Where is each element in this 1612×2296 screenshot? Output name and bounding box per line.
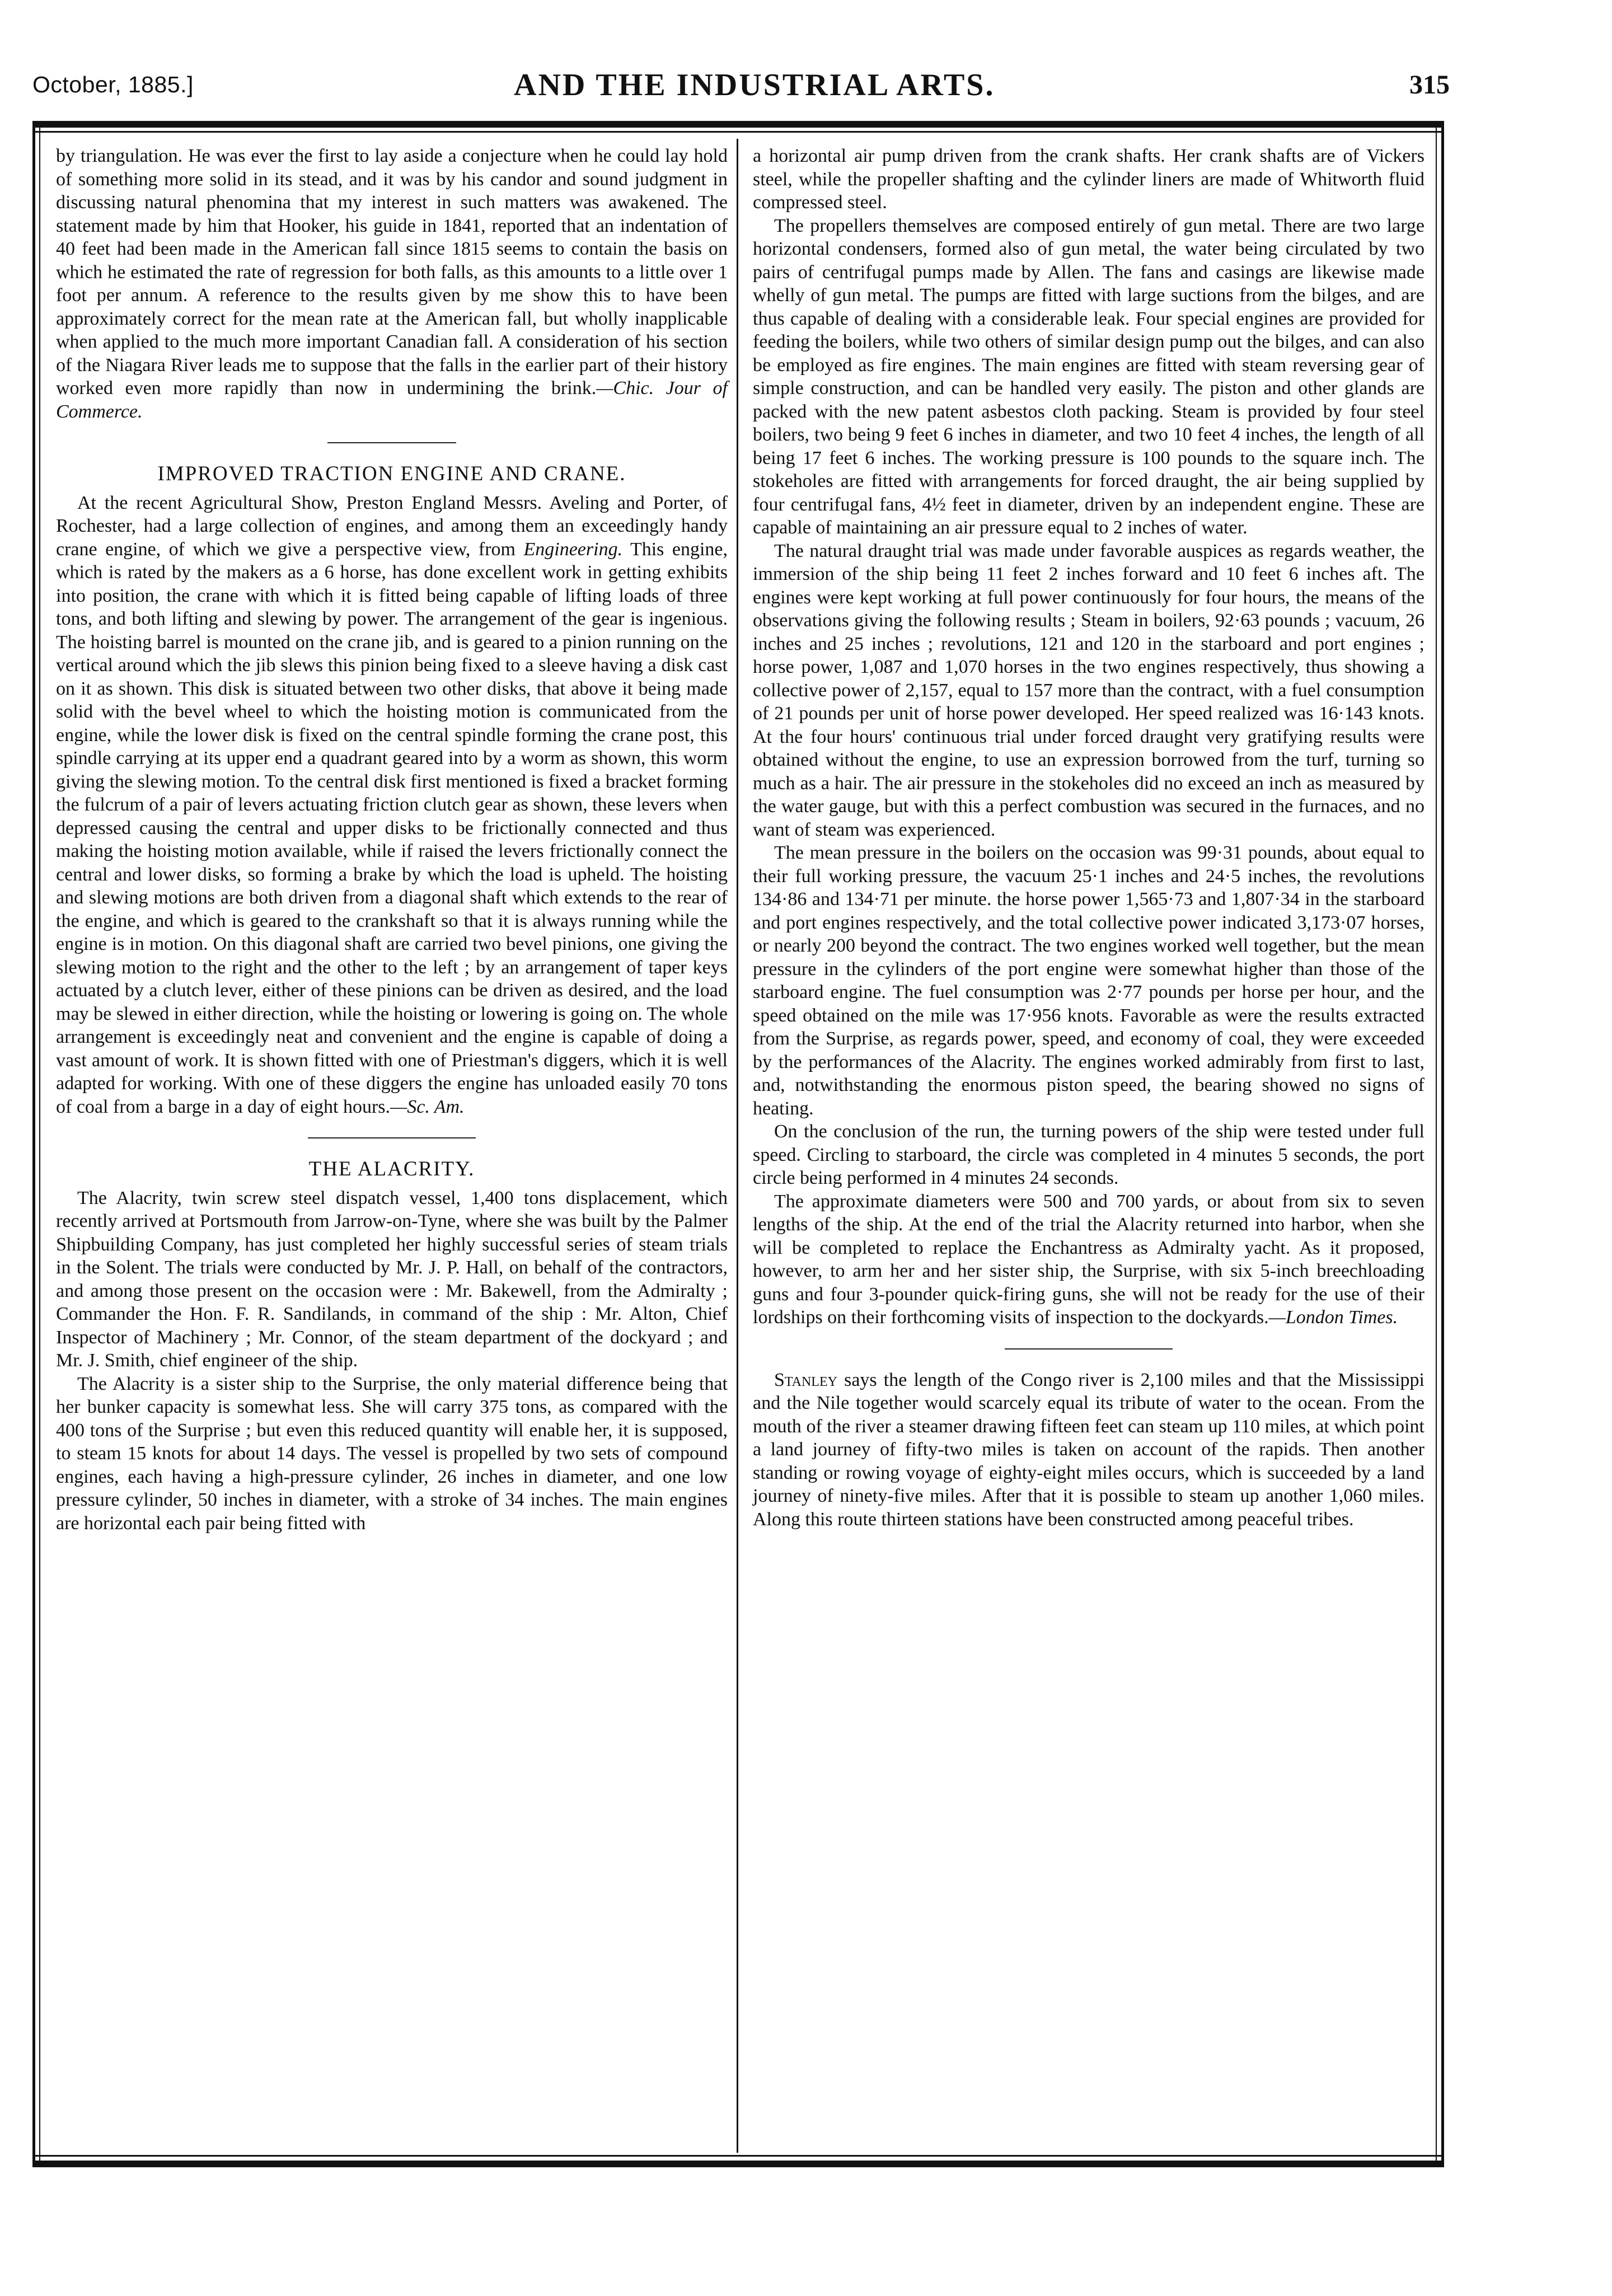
- bottom-rule-thick: [32, 2161, 1444, 2167]
- publication-title: AND THE INDUSTRIAL ARTS.: [514, 68, 995, 102]
- section-separator: [308, 1137, 476, 1138]
- traction-heading: IMPROVED TRACTION ENGINE AND CRANE.: [157, 462, 626, 485]
- traction-source-engineering: Engineering.: [523, 538, 623, 560]
- right-column: [753, 144, 1424, 1531]
- alacrity-continued-6: [753, 1190, 1424, 1329]
- traction-paragraph: [56, 491, 728, 1119]
- top-rule-thick: [32, 121, 1444, 128]
- top-rule-thin: [32, 131, 1444, 133]
- section-separator: [1005, 1348, 1173, 1350]
- frame-left-outer: [32, 128, 35, 2165]
- stanley-lead: Stanley: [774, 1369, 837, 1390]
- alacrity-source: —London Times.: [1268, 1307, 1398, 1328]
- alacrity-paragraph-1: The Alacrity, twin screw steel dispatch vessel, 1,400 tons displacement, which recently arrived at Portsmouth from Jarrow-on-Tyne, where she was built by the Palmer Shipbuilding Company, has just completed her highly successful series of steam trials in the Solent. The trials were conducted by Mr. J. P. Hall, on behalf of the contractors, and among those present on the occasion were : Mr. Bakewell, from the Admiralty ; Commander the Hon. F. R. Sandilands, in command of the ship : Mr. Alton, Chief Inspector of Machinery ; Mr. Connor, of the steam department of the dockyard ; and Mr. J. Smith, chief engineer of the ship.: [56, 1187, 728, 1371]
- alacrity-continued-1: a horizontal air pump driven from the crank shafts. Her crank shafts are of Vickers steel, while the propeller shafting and the cylinder liners are made of Whitworth fluid compressed steel.: [753, 146, 1424, 213]
- issue-date: October, 1885.]: [32, 72, 194, 97]
- frame-left-inner: [39, 128, 40, 2165]
- alacrity-continued-6-text: The approximate diameters were 500 and 700 yards, or about from six to seven lengths of the ship. At the end of the trial the Alacrity returned into harbor, when she will be completed to replace the Enchantress as Admiralty yacht. As it proposed, however, to arm her and her sister ship, the Surprise, with six 5-inch breechloading guns and four 3-pounder quick-firing guns, she will not be ready for the use of their lordships on their forthcoming visits of inspection to the dockyards.: [753, 1191, 1424, 1328]
- alacrity-continued-5: On the conclusion of the run, the turning powers of the ship were tested under full speed. Circling to starboard, the circle was completed in 4 minutes 5 seconds, the port circle being performed in 4 minutes 24 seconds.: [753, 1121, 1424, 1188]
- stanley-text: says the length of the Congo river is 2,100 miles and that the Mississippi and the Nile together would scarcely equal its tribute of water to the ocean. From the mouth of the river a steamer drawing fifteen feet can steam up 110 miles, at which point a land journey of fifty-two miles is taken on account of the rapids. Then another standing or rowing voyage of eighty-eight miles occurs, which is succeeded by a land journey of ninety-five miles. After that it is possible to steam up another 1,060 miles. Along this route thirteen stations have been constructed among peaceful tribes.: [753, 1369, 1425, 1530]
- stanley-paragraph: [753, 1369, 1424, 1531]
- frame-right-inner: [1436, 128, 1437, 2165]
- running-head: [32, 67, 1450, 112]
- traction-text-a: At the recent Agricultural Show, Preston England Messrs. Aveling and Porter, of Rochester, had a large collection of engines, and among them an exceedingly handy crane engine, of which we give a perspective view, from: [56, 492, 728, 560]
- alacrity-continued-2: The propellers themselves are composed entirely of gun metal. There are two large horizontal condensers, formed also of gun metal, the water being circulated by two pairs of centrifugal pumps made by Allen. The fans and casings are likewise made whelly of gun metal. The pumps are fitted with large suctions from the bilges, and are thus capable of dealing with a considerable leak. Four special engines are provided for feeding the boilers, while two others of similar design pump out the bilges, and can also be employed as fire engines. The main engines are fitted with steam reversing gear of simple construction, and can be handled very easily. The piston and other glands are packed with the new patent asbestos cloth packing. Steam is provided by four steel boilers, two being 9 feet 6 inches in diameter, and two 10 feet 4 inches, the length of all being 17 feet 6 inches. The working pressure is 100 pounds to the square inch. The stokeholes are fitted with arrangements for forced draught, the air being supplied by four centrifugal fans, 4½ feet in diameter, driven by an independent engine. These are capable of maintaining an air pressure equal to 2 inches of water.: [753, 215, 1424, 538]
- niagara-source: —Chic. Jour of Commerce.: [56, 378, 728, 422]
- alacrity-heading: THE ALACRITY.: [308, 1158, 475, 1180]
- traction-text-b: This engine, which is rated by the makers as a 6 horse, has done excellent work in getting exhibits into position, the crane with which it is fitted being capable of lifting loads of three tons, and both lifting and slewing by power. The arrangement of the gear is ingenious. The hoisting barrel is mounted on the crane jib, and is geared to a pinion running on the vertical around which the jib slews this pinion being fixed to a sleeve having a disk cast on it as shown. This disk is situated between two other disks, that above it being made solid with the bevel wheel to which the hoisting motion is communicated from the engine, while the lower disk is fixed on the central spindle forming the crane post, this spindle carrying at its upper end a quadrant geared into by a worm as shown, this worm giving the slewing motion. To the central disk first mentioned is fixed a bracket forming the fulcrum of a pair of levers actuating friction clutch gear as shown, these levers when depressed causing the central and upper disks to be frictionally connected and thus making the hoisting motion available, while if raised the levers frictionally connect the central and lower disks, so forming a brake by which the load is upheld. The hoisting and slewing motions are both driven from a diagonal shaft which extends to the rear of the engine, and which is geared to the crankshaft so that it is always running while the engine is in motion. On this diagonal shaft are carried two bevel pinions, one giving the slewing motion to the right and the other to the left ; by an arrangement of taper keys actuated by a clutch lever, either of these pinions can be driven as desired, and the load may be slewed in either direction, while the hoisting or lowering is going on. The whole arrangement is exceedingly neat and convenient and the engine is capable of doing a vast amount of work. It is shown fitted with one of Priestman's diggers, which it is well adapted for working. With one of these diggers the engine has unloaded easily 70 tons of coal from a barge in a day of eight hours.: [56, 538, 728, 1117]
- alacrity-paragraph-2: The Alacrity is a sister ship to the Surprise, the only material difference being that her bunker capacity is somewhat less. She will carry 375 tons, as compared with the 400 tons of the Surprise ; but even this reduced quantity will enable her, it is supposed, to steam 15 knots for about 14 days. The vessel is propelled by two sets of compound engines, each having a high-pressure cylinder, 26 inches in diameter, and one low pressure cylinder, 50 inches in diameter, with a stroke of 34 inches. The main engines are horizontal each pair being fitted with: [56, 1373, 728, 1534]
- frame-right-outer: [1441, 128, 1444, 2165]
- column-divider: [737, 139, 738, 2153]
- alacrity-continued-4: The mean pressure in the boilers on the occasion was 99·31 pounds, about equal to their full working pressure, the vacuum 25·1 inches and 24·5 inches, the revolutions 134·86 and 134·71 per minute. the horse power 1,565·73 and 1,807·34 in the starboard and port engines respectively, and the total collective power indicated 3,173·07 horses, or nearly 200 beyond the contract. The two engines worked well together, but the mean pressure in the cylinders of the port engine were somewhat higher than those of the starboard engine. The fuel consumption was 2·77 pounds per horse per hour, and the speed obtained on the mile was 17·956 knots. Favorable as were the results extracted from the Surprise, as regards power, speed, and economy of coal, they were exceeded by the performances of the Alacrity. The engines worked admirably from first to last, and, notwithstanding the enormous piston speed, the bearing showed no signs of heating.: [753, 842, 1424, 1119]
- niagara-text: by triangulation. He was ever the first to lay aside a conjecture when he could lay hold of something more solid in its stead, and it was by his candor and sound judgment in discussing natural phenomina that my interest in such matters was awakened. The statement made by him that Hooker, his guide in 1841, reported that an indentation of 40 feet had been made in the American fall since 1815 seems to contain the basis on which he estimated the rate of regression for both falls, as this amounts to a little over 1 foot per annum. A reference to the results given by me show this to have been approximately correct for the mean rate at the American fall, but wholly inapplicable when applied to the much more important Canadian fall. A consideration of his section of the Niagara River leads me to suppose that the falls in the earlier part of their history worked even more rapidly than now in undermining the brink.: [56, 146, 728, 399]
- page-number: 315: [1409, 70, 1450, 100]
- traction-source: —Sc. Am.: [390, 1096, 465, 1117]
- left-column: [56, 144, 728, 1535]
- alacrity-continued-3: The natural draught trial was made under favorable auspices as regards weather, the immersion of the ship being 11 feet 2 inches forward and 10 feet 6 inches aft. The engines were kept working at full power continuously for four hours, the means of the observations giving the following results ; Steam in boilers, 92·63 pounds ; vacuum, 26 inches and 25 inches ; revolutions, 121 and 120 in the starboard and port engines ; horse power, 1,087 and 1,070 horses in the two engines respectively, thus showing a collective power of 2,157, equal to 157 more than the contract, with a fuel consumption of 21 pounds per unit of horse power developed. Her speed realized was 16·143 knots. At the four hours' continuous trial under forced draught very gratifying results were obtained without the engine, to use an expression borrowed from the turf, turning so much as a hair. The air pressure in the stokeholes did no exceed an inch as measured by the water gauge, but with this a perfect combustion was secured in the furnaces, and no want of steam was experienced.: [753, 540, 1424, 840]
- section-separator: [327, 442, 456, 443]
- niagara-paragraph: [56, 144, 728, 423]
- bottom-rule-thin: [32, 2155, 1444, 2157]
